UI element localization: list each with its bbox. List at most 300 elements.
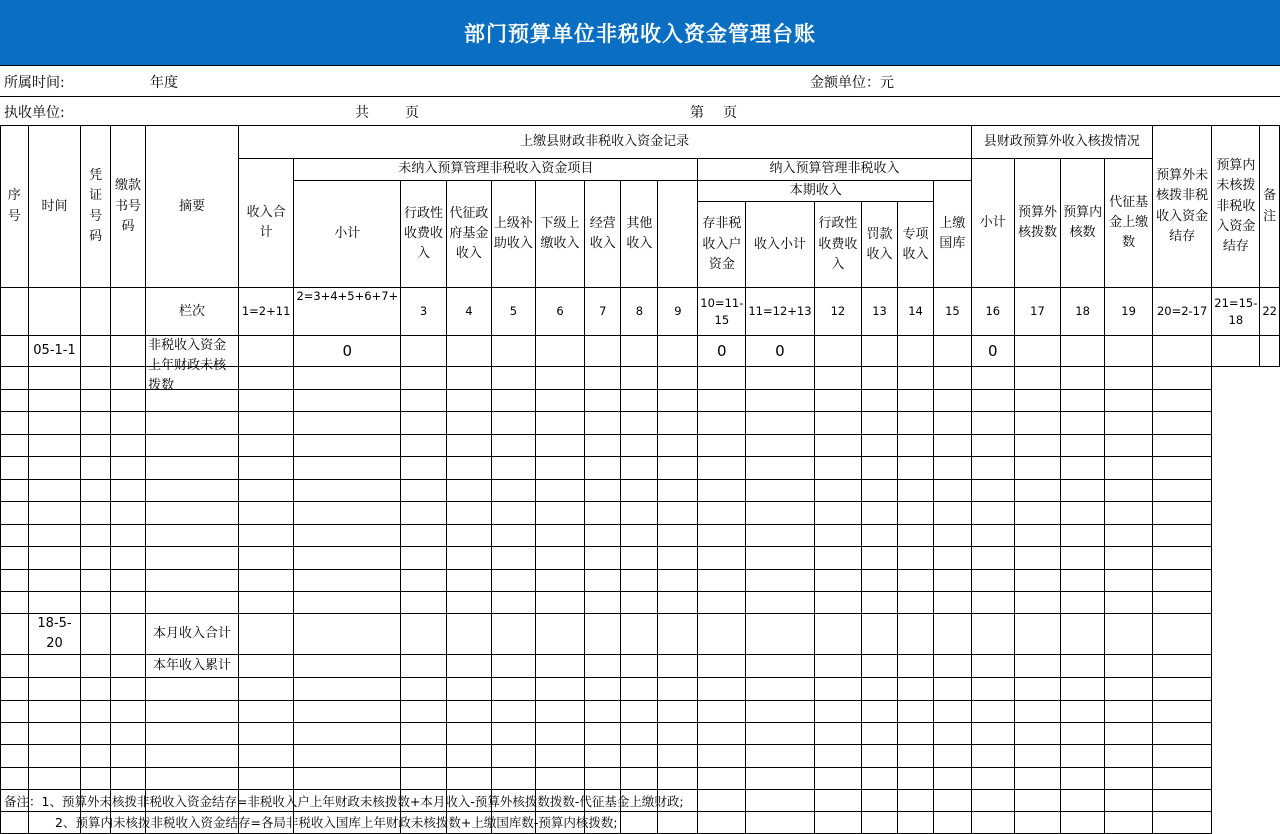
table-cell[interactable] bbox=[1014, 678, 1060, 701]
table-cell[interactable] bbox=[934, 701, 971, 723]
table-cell[interactable] bbox=[585, 570, 621, 592]
table-cell[interactable] bbox=[1152, 435, 1211, 457]
table-cell[interactable] bbox=[814, 678, 862, 701]
table-cell[interactable] bbox=[1105, 525, 1153, 547]
table-cell[interactable] bbox=[535, 457, 584, 480]
table-cell[interactable] bbox=[238, 745, 294, 768]
table-cell[interactable] bbox=[110, 525, 145, 547]
table-cell[interactable] bbox=[1014, 480, 1060, 502]
table-cell[interactable] bbox=[1, 457, 29, 480]
table-cell[interactable] bbox=[1105, 592, 1153, 614]
table-cell[interactable] bbox=[446, 701, 491, 723]
table-cell[interactable] bbox=[146, 412, 239, 435]
table-cell[interactable] bbox=[238, 701, 294, 723]
table-cell[interactable] bbox=[1152, 390, 1211, 412]
table-cell[interactable] bbox=[862, 525, 898, 547]
table-cell[interactable] bbox=[814, 390, 862, 412]
table-cell[interactable] bbox=[1105, 745, 1153, 768]
table-cell[interactable] bbox=[446, 502, 491, 525]
table-cell[interactable] bbox=[491, 435, 535, 457]
table-cell[interactable] bbox=[446, 480, 491, 502]
table-cell[interactable] bbox=[81, 701, 110, 723]
table-cell[interactable] bbox=[401, 390, 447, 412]
table-cell[interactable] bbox=[862, 768, 898, 790]
table-cell[interactable] bbox=[698, 502, 746, 525]
table-cell[interactable] bbox=[971, 367, 1014, 390]
table-cell[interactable] bbox=[146, 525, 239, 547]
table-cell[interactable] bbox=[1060, 745, 1104, 768]
row-summary[interactable]: 本年收入累计 bbox=[146, 655, 239, 678]
table-cell[interactable] bbox=[897, 412, 933, 435]
table-cell[interactable] bbox=[81, 547, 110, 570]
table-cell[interactable] bbox=[1060, 480, 1104, 502]
table-cell[interactable] bbox=[491, 768, 535, 790]
table-cell[interactable] bbox=[897, 525, 933, 547]
table-cell[interactable] bbox=[1, 723, 29, 745]
table-cell[interactable] bbox=[971, 678, 1014, 701]
table-cell[interactable] bbox=[1014, 570, 1060, 592]
table-cell[interactable] bbox=[28, 547, 81, 570]
table-cell[interactable] bbox=[746, 768, 814, 790]
table-cell[interactable] bbox=[658, 745, 698, 768]
table-cell[interactable] bbox=[28, 723, 81, 745]
table-cell[interactable] bbox=[1014, 547, 1060, 570]
table-cell[interactable] bbox=[491, 457, 535, 480]
table-cell[interactable] bbox=[1014, 592, 1060, 614]
table-cell[interactable] bbox=[897, 592, 933, 614]
table-cell[interactable] bbox=[401, 768, 447, 790]
table-cell[interactable] bbox=[1, 701, 29, 723]
table-cell[interactable] bbox=[621, 525, 658, 547]
table-cell[interactable] bbox=[1014, 502, 1060, 525]
table-cell[interactable] bbox=[294, 412, 401, 435]
table-cell[interactable] bbox=[81, 525, 110, 547]
table-cell[interactable] bbox=[28, 768, 81, 790]
table-cell[interactable] bbox=[585, 367, 621, 390]
table-cell[interactable] bbox=[621, 701, 658, 723]
table-cell[interactable] bbox=[110, 412, 145, 435]
table-cell[interactable] bbox=[746, 412, 814, 435]
table-cell[interactable] bbox=[934, 457, 971, 480]
table-cell[interactable] bbox=[814, 745, 862, 768]
table-cell[interactable] bbox=[401, 480, 447, 502]
table-cell[interactable] bbox=[1105, 457, 1153, 480]
table-cell[interactable] bbox=[897, 435, 933, 457]
table-cell[interactable] bbox=[585, 525, 621, 547]
table-cell[interactable] bbox=[862, 745, 898, 768]
table-cell[interactable] bbox=[621, 412, 658, 435]
table-cell[interactable] bbox=[110, 502, 145, 525]
table-cell[interactable] bbox=[81, 678, 110, 701]
table-cell[interactable] bbox=[146, 678, 239, 701]
table-cell[interactable] bbox=[238, 435, 294, 457]
table-cell[interactable] bbox=[110, 480, 145, 502]
table-cell[interactable] bbox=[746, 457, 814, 480]
table-cell[interactable] bbox=[658, 570, 698, 592]
table-cell[interactable] bbox=[1014, 457, 1060, 480]
table-cell[interactable] bbox=[698, 768, 746, 790]
table-cell[interactable] bbox=[491, 678, 535, 701]
row-subtotal-value[interactable]: 0 bbox=[294, 336, 401, 367]
table-cell[interactable] bbox=[658, 367, 698, 390]
table-cell[interactable] bbox=[110, 723, 145, 745]
table-cell[interactable] bbox=[401, 547, 447, 570]
table-cell[interactable] bbox=[698, 592, 746, 614]
table-cell[interactable] bbox=[110, 745, 145, 768]
table-cell[interactable] bbox=[1060, 367, 1104, 390]
table-cell[interactable] bbox=[746, 480, 814, 502]
table-cell[interactable] bbox=[934, 570, 971, 592]
table-cell[interactable] bbox=[971, 390, 1014, 412]
table-cell[interactable] bbox=[897, 547, 933, 570]
table-cell[interactable] bbox=[28, 592, 81, 614]
table-cell[interactable] bbox=[1152, 525, 1211, 547]
table-cell[interactable] bbox=[491, 570, 535, 592]
table-cell[interactable] bbox=[1014, 745, 1060, 768]
table-cell[interactable] bbox=[621, 390, 658, 412]
table-cell[interactable] bbox=[1, 525, 29, 547]
table-cell[interactable] bbox=[934, 367, 971, 390]
table-cell[interactable] bbox=[934, 390, 971, 412]
table-cell[interactable] bbox=[585, 547, 621, 570]
table-cell[interactable] bbox=[491, 367, 535, 390]
table-cell[interactable] bbox=[294, 592, 401, 614]
table-cell[interactable] bbox=[535, 390, 584, 412]
table-cell[interactable] bbox=[401, 502, 447, 525]
table-cell[interactable] bbox=[814, 412, 862, 435]
table-cell[interactable] bbox=[621, 502, 658, 525]
table-cell[interactable] bbox=[814, 547, 862, 570]
table-cell[interactable] bbox=[491, 390, 535, 412]
table-cell[interactable] bbox=[1152, 592, 1211, 614]
table-cell[interactable] bbox=[110, 592, 145, 614]
table-cell[interactable] bbox=[658, 525, 698, 547]
table-cell[interactable] bbox=[1060, 412, 1104, 435]
table-cell[interactable] bbox=[971, 723, 1014, 745]
table-cell[interactable] bbox=[862, 435, 898, 457]
table-cell[interactable] bbox=[535, 367, 584, 390]
table-cell[interactable] bbox=[934, 592, 971, 614]
table-cell[interactable] bbox=[294, 435, 401, 457]
table-cell[interactable] bbox=[585, 592, 621, 614]
table-cell[interactable] bbox=[401, 367, 447, 390]
table-cell[interactable] bbox=[862, 678, 898, 701]
table-cell[interactable] bbox=[294, 502, 401, 525]
table-cell[interactable] bbox=[698, 480, 746, 502]
table-cell[interactable] bbox=[971, 525, 1014, 547]
table-cell[interactable] bbox=[585, 701, 621, 723]
table-cell[interactable] bbox=[446, 547, 491, 570]
table-cell[interactable] bbox=[698, 457, 746, 480]
table-cell[interactable] bbox=[1060, 435, 1104, 457]
table-cell[interactable] bbox=[401, 678, 447, 701]
table-cell[interactable] bbox=[1105, 723, 1153, 745]
table-cell[interactable] bbox=[897, 678, 933, 701]
table-cell[interactable] bbox=[491, 525, 535, 547]
table-cell[interactable] bbox=[971, 570, 1014, 592]
table-cell[interactable] bbox=[1152, 570, 1211, 592]
table-cell[interactable] bbox=[28, 390, 81, 412]
table-cell[interactable] bbox=[1060, 390, 1104, 412]
table-cell[interactable] bbox=[1105, 570, 1153, 592]
table-cell[interactable] bbox=[934, 678, 971, 701]
table-cell[interactable] bbox=[146, 745, 239, 768]
table-cell[interactable] bbox=[1, 768, 29, 790]
table-cell[interactable] bbox=[491, 592, 535, 614]
table-cell[interactable] bbox=[81, 502, 110, 525]
table-cell[interactable] bbox=[535, 701, 584, 723]
table-cell[interactable] bbox=[1060, 701, 1104, 723]
table-cell[interactable] bbox=[862, 480, 898, 502]
table-cell[interactable] bbox=[862, 592, 898, 614]
table-cell[interactable] bbox=[238, 480, 294, 502]
table-cell[interactable] bbox=[28, 502, 81, 525]
table-cell[interactable] bbox=[862, 547, 898, 570]
table-cell[interactable] bbox=[1152, 367, 1211, 390]
table-cell[interactable] bbox=[110, 547, 145, 570]
table-cell[interactable] bbox=[1, 480, 29, 502]
table-cell[interactable] bbox=[1014, 768, 1060, 790]
table-cell[interactable] bbox=[446, 592, 491, 614]
table-cell[interactable] bbox=[1, 435, 29, 457]
table-cell[interactable] bbox=[81, 367, 110, 390]
row-side-subtotal-value[interactable]: 0 bbox=[971, 336, 1014, 367]
table-cell[interactable] bbox=[621, 570, 658, 592]
table-cell[interactable] bbox=[1014, 525, 1060, 547]
table-cell[interactable] bbox=[698, 678, 746, 701]
table-cell[interactable] bbox=[81, 435, 110, 457]
table-cell[interactable] bbox=[491, 480, 535, 502]
table-cell[interactable] bbox=[1152, 745, 1211, 768]
table-cell[interactable] bbox=[28, 412, 81, 435]
table-cell[interactable] bbox=[698, 390, 746, 412]
table-cell[interactable] bbox=[238, 768, 294, 790]
table-cell[interactable] bbox=[1152, 701, 1211, 723]
table-cell[interactable] bbox=[1060, 678, 1104, 701]
table-cell[interactable] bbox=[934, 412, 971, 435]
table-cell[interactable] bbox=[585, 768, 621, 790]
table-cell[interactable] bbox=[1, 592, 29, 614]
table-cell[interactable] bbox=[28, 525, 81, 547]
table-cell[interactable] bbox=[746, 367, 814, 390]
table-cell[interactable] bbox=[81, 412, 110, 435]
table-cell[interactable] bbox=[698, 547, 746, 570]
table-cell[interactable] bbox=[110, 570, 145, 592]
table-cell[interactable] bbox=[814, 570, 862, 592]
row-time[interactable]: 05-1-1 bbox=[28, 336, 81, 367]
table-cell[interactable] bbox=[238, 547, 294, 570]
table-cell[interactable] bbox=[1152, 768, 1211, 790]
table-cell[interactable] bbox=[146, 723, 239, 745]
table-cell[interactable] bbox=[971, 547, 1014, 570]
table-cell[interactable] bbox=[934, 435, 971, 457]
table-cell[interactable] bbox=[621, 435, 658, 457]
table-cell[interactable] bbox=[110, 390, 145, 412]
table-cell[interactable] bbox=[110, 701, 145, 723]
table-cell[interactable] bbox=[621, 457, 658, 480]
row-summary[interactable]: 本月收入合计 bbox=[146, 614, 239, 655]
table-cell[interactable] bbox=[658, 435, 698, 457]
table-cell[interactable] bbox=[1, 547, 29, 570]
table-cell[interactable] bbox=[401, 570, 447, 592]
table-cell[interactable] bbox=[621, 592, 658, 614]
table-cell[interactable] bbox=[294, 745, 401, 768]
table-cell[interactable] bbox=[1, 502, 29, 525]
table-cell[interactable] bbox=[746, 592, 814, 614]
table-cell[interactable] bbox=[585, 745, 621, 768]
table-cell[interactable] bbox=[1, 678, 29, 701]
table-cell[interactable] bbox=[897, 390, 933, 412]
table-cell[interactable] bbox=[1152, 547, 1211, 570]
table-cell[interactable] bbox=[81, 768, 110, 790]
table-cell[interactable] bbox=[446, 678, 491, 701]
table-cell[interactable] bbox=[535, 412, 584, 435]
table-cell[interactable] bbox=[446, 745, 491, 768]
table-cell[interactable] bbox=[401, 525, 447, 547]
table-cell[interactable] bbox=[1152, 480, 1211, 502]
table-cell[interactable] bbox=[1014, 367, 1060, 390]
table-cell[interactable] bbox=[934, 480, 971, 502]
table-cell[interactable] bbox=[491, 723, 535, 745]
table-cell[interactable] bbox=[81, 592, 110, 614]
table-cell[interactable] bbox=[446, 367, 491, 390]
row-time[interactable]: 18-5-20 bbox=[28, 614, 81, 655]
table-cell[interactable] bbox=[1, 570, 29, 592]
table-cell[interactable] bbox=[621, 723, 658, 745]
table-cell[interactable] bbox=[862, 412, 898, 435]
table-cell[interactable] bbox=[658, 480, 698, 502]
table-cell[interactable] bbox=[146, 768, 239, 790]
table-cell[interactable] bbox=[746, 745, 814, 768]
table-cell[interactable] bbox=[621, 768, 658, 790]
table-cell[interactable] bbox=[28, 480, 81, 502]
table-cell[interactable] bbox=[897, 745, 933, 768]
table-cell[interactable] bbox=[971, 457, 1014, 480]
table-cell[interactable] bbox=[294, 570, 401, 592]
table-cell[interactable] bbox=[1105, 435, 1153, 457]
table-cell[interactable] bbox=[1060, 525, 1104, 547]
table-cell[interactable] bbox=[535, 435, 584, 457]
table-cell[interactable] bbox=[294, 367, 401, 390]
table-cell[interactable] bbox=[934, 768, 971, 790]
table-cell[interactable] bbox=[585, 678, 621, 701]
table-cell[interactable] bbox=[535, 745, 584, 768]
table-cell[interactable] bbox=[746, 390, 814, 412]
table-cell[interactable] bbox=[1105, 412, 1153, 435]
table-cell[interactable] bbox=[934, 502, 971, 525]
table-cell[interactable] bbox=[621, 480, 658, 502]
table-cell[interactable] bbox=[1105, 502, 1153, 525]
table-cell[interactable] bbox=[491, 701, 535, 723]
table-cell[interactable] bbox=[746, 525, 814, 547]
table-cell[interactable] bbox=[1, 390, 29, 412]
table-cell[interactable] bbox=[238, 570, 294, 592]
table-cell[interactable] bbox=[1105, 480, 1153, 502]
table-cell[interactable] bbox=[658, 457, 698, 480]
table-cell[interactable] bbox=[746, 723, 814, 745]
table-cell[interactable] bbox=[401, 412, 447, 435]
table-cell[interactable] bbox=[28, 678, 81, 701]
table-cell[interactable] bbox=[28, 701, 81, 723]
table-cell[interactable] bbox=[401, 592, 447, 614]
table-cell[interactable] bbox=[746, 701, 814, 723]
table-cell[interactable] bbox=[1105, 701, 1153, 723]
table-cell[interactable] bbox=[401, 723, 447, 745]
table-cell[interactable] bbox=[1060, 570, 1104, 592]
table-cell[interactable] bbox=[535, 678, 584, 701]
table-cell[interactable] bbox=[862, 502, 898, 525]
table-cell[interactable] bbox=[294, 390, 401, 412]
table-cell[interactable] bbox=[658, 390, 698, 412]
table-cell[interactable] bbox=[1060, 547, 1104, 570]
table-cell[interactable] bbox=[1152, 457, 1211, 480]
table-cell[interactable] bbox=[698, 435, 746, 457]
table-cell[interactable] bbox=[401, 435, 447, 457]
table-cell[interactable] bbox=[862, 570, 898, 592]
table-cell[interactable] bbox=[971, 592, 1014, 614]
table-cell[interactable] bbox=[814, 435, 862, 457]
table-cell[interactable] bbox=[658, 592, 698, 614]
table-cell[interactable] bbox=[971, 701, 1014, 723]
table-cell[interactable] bbox=[1152, 678, 1211, 701]
row-summary[interactable]: 非税收入资金上年财政未核拨数 bbox=[146, 336, 239, 367]
table-cell[interactable] bbox=[238, 367, 294, 390]
table-cell[interactable] bbox=[1, 367, 29, 390]
table-cell[interactable] bbox=[814, 502, 862, 525]
table-cell[interactable] bbox=[81, 457, 110, 480]
table-cell[interactable] bbox=[446, 435, 491, 457]
table-cell[interactable] bbox=[814, 592, 862, 614]
table-cell[interactable] bbox=[238, 723, 294, 745]
table-cell[interactable] bbox=[746, 502, 814, 525]
table-cell[interactable] bbox=[621, 745, 658, 768]
table-cell[interactable] bbox=[294, 678, 401, 701]
table-cell[interactable] bbox=[971, 745, 1014, 768]
table-cell[interactable] bbox=[971, 768, 1014, 790]
table-cell[interactable] bbox=[814, 457, 862, 480]
table-cell[interactable] bbox=[491, 412, 535, 435]
table-cell[interactable] bbox=[535, 570, 584, 592]
table-cell[interactable] bbox=[446, 723, 491, 745]
table-cell[interactable] bbox=[238, 592, 294, 614]
table-cell[interactable] bbox=[897, 367, 933, 390]
table-cell[interactable] bbox=[294, 723, 401, 745]
table-cell[interactable] bbox=[535, 480, 584, 502]
table-cell[interactable] bbox=[146, 701, 239, 723]
table-cell[interactable] bbox=[1152, 723, 1211, 745]
table-cell[interactable] bbox=[294, 525, 401, 547]
table-cell[interactable] bbox=[585, 723, 621, 745]
row-income-sub-value[interactable]: 0 bbox=[746, 336, 814, 367]
table-cell[interactable] bbox=[446, 525, 491, 547]
table-cell[interactable] bbox=[585, 502, 621, 525]
table-cell[interactable] bbox=[110, 768, 145, 790]
table-cell[interactable] bbox=[698, 412, 746, 435]
table-cell[interactable] bbox=[897, 723, 933, 745]
table-cell[interactable] bbox=[1105, 547, 1153, 570]
table-cell[interactable] bbox=[1060, 592, 1104, 614]
table-cell[interactable] bbox=[1014, 412, 1060, 435]
table-cell[interactable] bbox=[294, 547, 401, 570]
table-cell[interactable] bbox=[1060, 723, 1104, 745]
table-cell[interactable] bbox=[658, 678, 698, 701]
table-cell[interactable] bbox=[238, 678, 294, 701]
table-cell[interactable] bbox=[294, 480, 401, 502]
table-cell[interactable] bbox=[814, 723, 862, 745]
table-cell[interactable] bbox=[971, 502, 1014, 525]
table-cell[interactable] bbox=[401, 745, 447, 768]
table-cell[interactable] bbox=[446, 412, 491, 435]
